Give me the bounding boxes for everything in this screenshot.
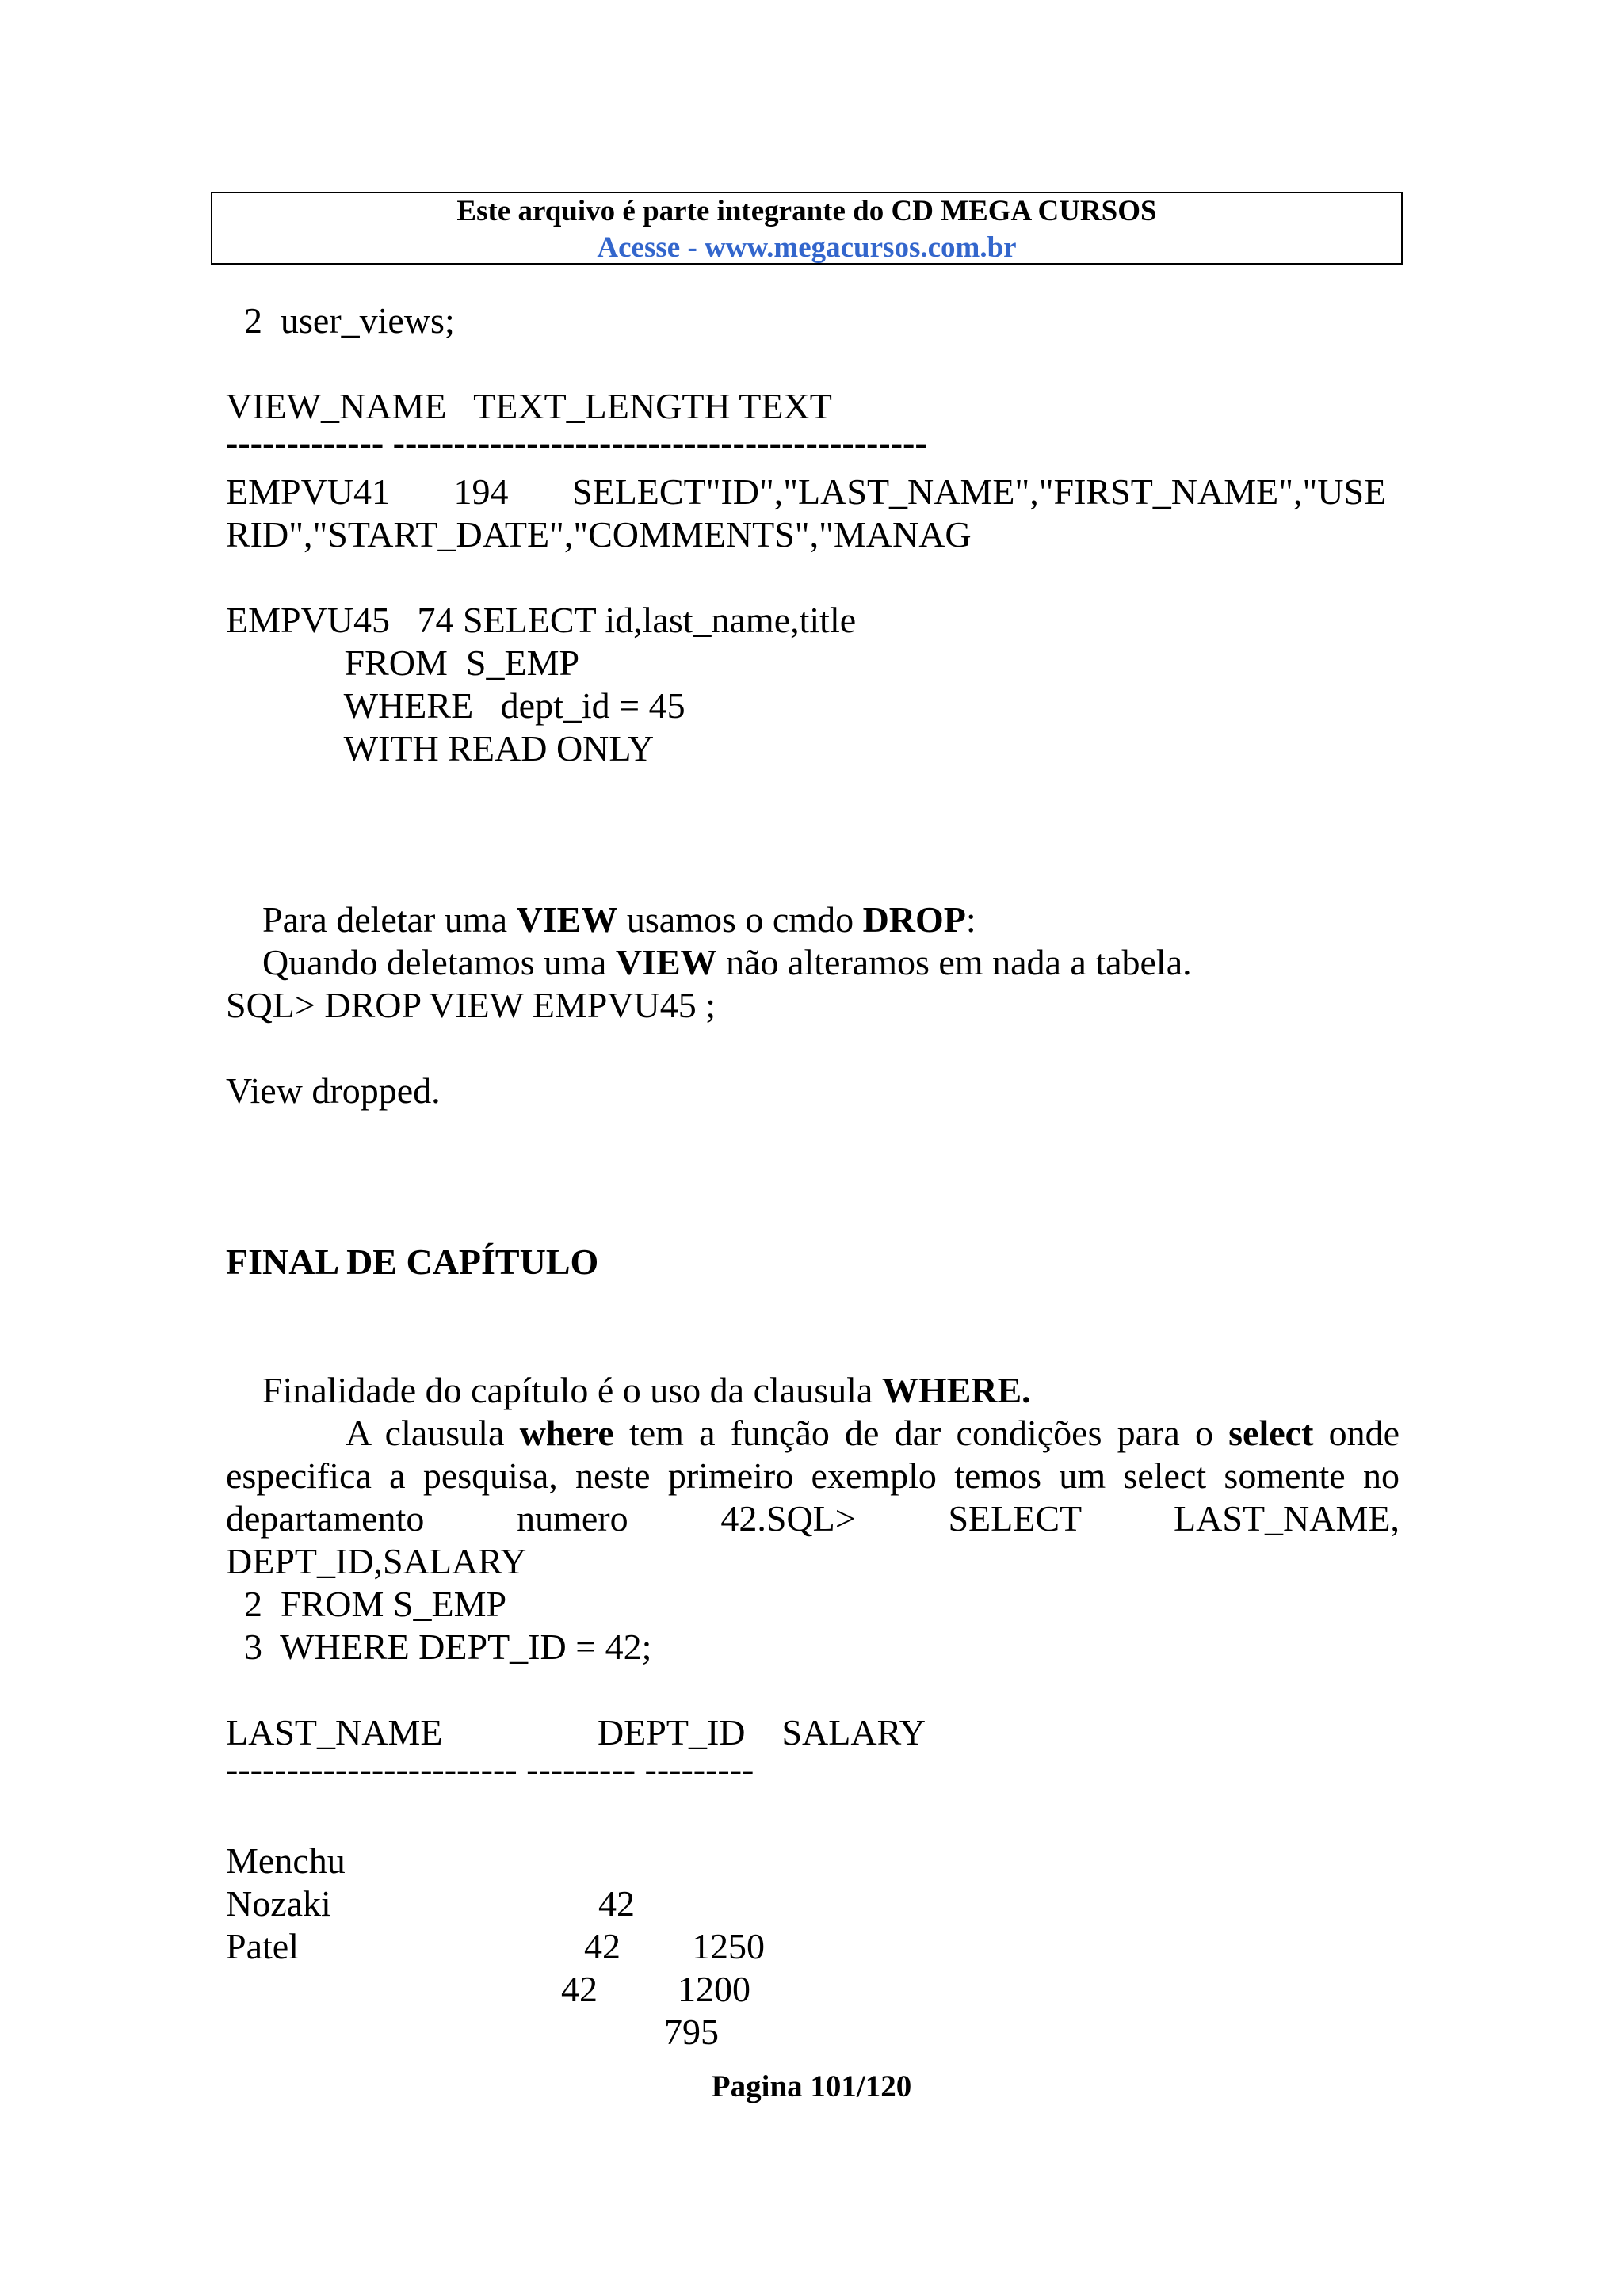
drop-text: : [965, 899, 976, 940]
sql-where-line: 3 WHERE DEPT_ID = 42; [226, 1627, 652, 1667]
empvu41-row-line2: RID","START_DATE","COMMENTS","MANAG [226, 514, 972, 555]
view-keyword: VIEW [615, 942, 717, 982]
empvu45-row-line4: WITH READ ONLY [226, 728, 655, 769]
column-separator: ------------- -------------------------------------------- [226, 422, 927, 463]
dept-id-cell: 42 [598, 1883, 635, 1924]
drop-text: usamos o cmdo [617, 899, 863, 940]
result-header: LAST_NAME DEPT_ID SALARY [226, 1712, 926, 1753]
empvu45-row-line3: WHERE dept_id = 45 [226, 685, 685, 726]
salary-cell: 1250 [692, 1926, 765, 1966]
paragraph-row: DEPT_ID,SALARY [226, 1541, 527, 1581]
drop-text: não alteramos em nada a tabela. [716, 942, 1192, 982]
drop-text: Para deletar uma [262, 899, 517, 940]
paragraph-text: A clausula [226, 1413, 520, 1453]
last-name-cell: Patel [226, 1926, 299, 1966]
dept-id-cell: 42 [561, 1969, 598, 2009]
last-name-cell: Menchu [226, 1840, 346, 1881]
empvu45-row-line2: FROM S_EMP [226, 643, 580, 683]
salary-cell: 1200 [678, 1969, 750, 2009]
last-name-cell: Nozaki [226, 1883, 331, 1924]
where-keyword: where [519, 1413, 614, 1453]
where-keyword: WHERE. [881, 1370, 1031, 1410]
view-dropped-message: View dropped. [226, 1070, 441, 1111]
page-number: Pagina 101/120 [711, 2069, 912, 2103]
paragraph-row: departamento numero 42.SQL> SELECT LAST_NAME, [226, 1498, 1400, 1539]
salary-cell: 795 [664, 2012, 719, 2052]
paragraph-text: onde [1313, 1413, 1400, 1453]
empvu45-row-line1: EMPVU45 74 SELECT id,last_name,title [226, 600, 857, 640]
header-link[interactable]: Acesse - www.megacursos.com.br [597, 231, 1017, 264]
header-banner [211, 192, 1403, 265]
sql-from-line: 2 FROM S_EMP [226, 1584, 507, 1624]
paragraph-row: especifica a pesquisa, neste primeiro exemplo temos um select somente no [226, 1455, 1400, 1496]
dept-id-cell: 42 [584, 1926, 621, 1966]
sql-drop-command: SQL> DROP VIEW EMPVU45 ; [226, 985, 716, 1025]
paragraph-text: tem a função de dar condições para o [613, 1413, 1229, 1453]
drop-text: Quando deletamos uma [262, 942, 616, 982]
empvu41-row-line1: EMPVU41 194 SELECT"ID","LAST_NAME","FIRST_NAME","USE [226, 471, 1387, 512]
header-title: Este arquivo é parte integrante do CD MEGA CURSOS [456, 195, 1157, 227]
view-keyword: VIEW [516, 899, 618, 940]
chapter-title: FINAL DE CAPÍTULO [226, 1241, 599, 1282]
view-column-header: VIEW_NAME TEXT_LENGTH TEXT [226, 386, 832, 426]
select-keyword: select [1228, 1413, 1314, 1453]
drop-keyword: DROP [862, 899, 966, 940]
summary-text: Finalidade do capítulo é o uso da clausula [262, 1370, 882, 1410]
sql-line-user-views: 2 user_views; [226, 300, 455, 341]
where-explanation-paragraph [226, 1412, 1400, 1583]
paragraph-row [226, 1412, 1400, 1455]
result-separator: ------------------------ --------- --------- [226, 1749, 754, 1789]
